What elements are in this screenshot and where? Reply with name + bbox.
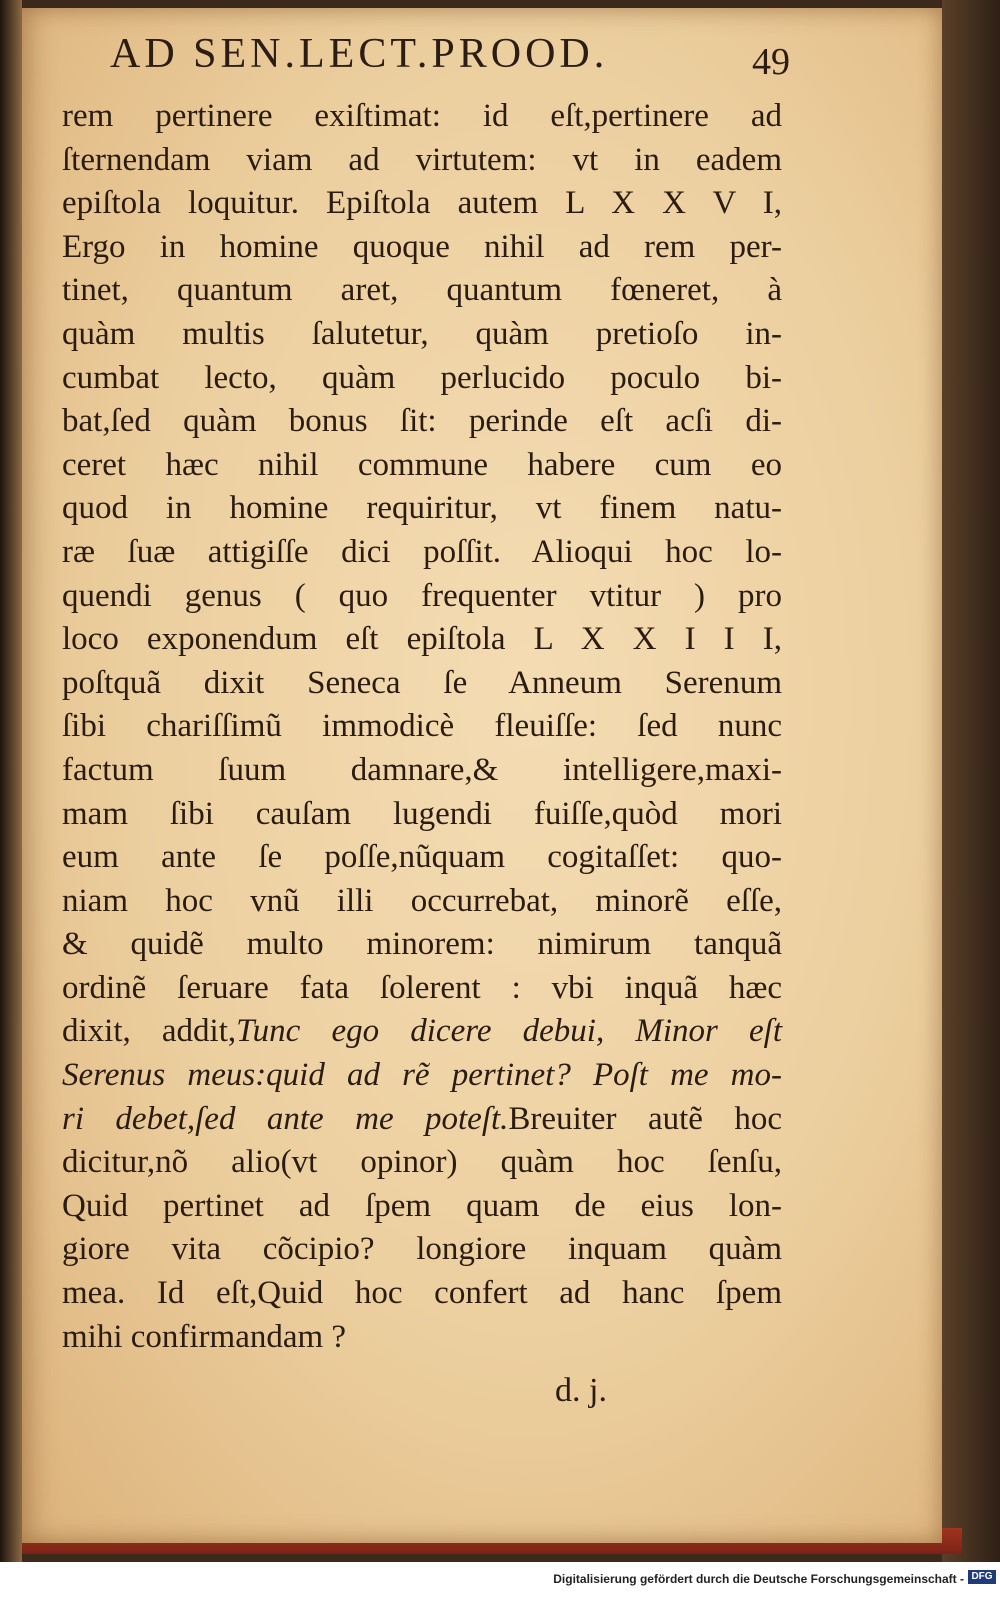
text-line-main: ſternendam viam ad virtutem: vt in eadem [62, 141, 782, 178]
text-line [62, 793, 782, 837]
text-line-main: giore vita cõcipio? longiore inquam quàm [62, 1231, 782, 1268]
body-text [62, 95, 782, 1359]
text-line-main: mam ſibi cauſam lugendi fuiſſe,quòd mori [62, 795, 782, 832]
text-line [62, 1141, 782, 1185]
text-line [62, 749, 782, 793]
text-line [62, 705, 782, 749]
text-line-main: Ergo in homine quoque nihil ad rem per- [62, 228, 782, 265]
book-binding [0, 0, 22, 1562]
text-line-main: quod in homine requiritur, vt finem natu- [62, 490, 782, 527]
text-line [62, 1272, 782, 1316]
text-line-main: dicitur,nõ alio(vt opinor) quàm hoc ſenſu, [62, 1144, 782, 1181]
text-line [62, 1010, 782, 1054]
scan-margin [942, 0, 1000, 1562]
dfg-logo: DFG [968, 1570, 996, 1584]
text-line-italic-tail: Tunc ego dicere debui, Minor eſt [236, 1013, 782, 1050]
text-line-main: ſibi chariſſimũ immodicè fleuiſſe: ſed nunc [62, 708, 782, 745]
text-line-main: cumbat lecto, quàm perlucido poculo bi- [62, 359, 782, 396]
text-line-roman-tail: Breuiter autẽ hoc [508, 1100, 782, 1137]
text-line [62, 1228, 782, 1272]
text-line-main: eum ante ſe poſſe,nũquam cogitaſſet: quo- [62, 839, 782, 876]
text-line [62, 226, 782, 270]
text-line-main: quendi genus ( quo frequenter vtitur ) pro [62, 577, 782, 614]
text-line [62, 662, 782, 706]
text-line-main: poſtquã dixit Seneca ſe Anneum Serenum [62, 664, 782, 701]
text-line [62, 1316, 782, 1360]
text-line [62, 313, 782, 357]
text-line [62, 1054, 782, 1098]
text-line-main: & quidẽ multo minorem: nimirum tanquã [62, 926, 782, 963]
text-line [62, 95, 782, 139]
text-line-main: epiſtola loquitur. Epiſtola autem L X X V I, [62, 185, 782, 222]
text-line-main: mihi confirmandam ? [62, 1318, 347, 1355]
text-line-main: quàm multis ſalutetur, quàm pretioſo in- [62, 315, 782, 352]
text-line [62, 531, 782, 575]
text-line-main: Quid pertinet ad ſpem quam de eius lon- [62, 1187, 782, 1224]
text-line-main: ri debet,ſed ante me poteſt. [62, 1100, 509, 1137]
text-line-main: niam hoc vnũ illi occurrebat, minorẽ eſſe, [62, 882, 782, 919]
text-line [62, 880, 782, 924]
text-line [62, 967, 782, 1011]
text-line [62, 182, 782, 226]
text-line-main: ordinẽ ſeruare fata ſolerent : vbi inquã hæc [62, 969, 782, 1006]
text-line [62, 139, 782, 183]
text-line-main: factum ſuum damnare,& intelligere,maxi- [62, 751, 782, 788]
text-line-main: ceret hæc nihil commune habere cum eo [62, 446, 782, 483]
page-number: 49 [752, 41, 790, 83]
text-line-main: mea. Id eſt,Quid hoc confert ad hanc ſpem [62, 1275, 782, 1312]
text-line [62, 400, 782, 444]
signature-mark: d. j. [555, 1372, 607, 1409]
text-line [62, 444, 782, 488]
page-header [110, 30, 790, 90]
text-line [62, 618, 782, 662]
text-line [62, 487, 782, 531]
text-line [62, 1098, 782, 1142]
text-line [62, 836, 782, 880]
text-line [62, 269, 782, 313]
text-line-main: bat,ſed quàm bonus ſit: perinde eſt acſi di- [62, 403, 782, 440]
text-line-main: rem pertinere exiſtimat: id eſt,pertinere ad [62, 98, 782, 134]
text-line-main: dixit, addit, [62, 1013, 237, 1050]
text-line-main: tinet, quantum aret, quantum fœneret, à [62, 272, 782, 309]
text-line [62, 357, 782, 401]
text-line-main: loco exponendum eſt epiſtola L X X I I I, [62, 621, 782, 658]
text-line-main: Serenus meus:quid ad rẽ pertinet? Poſt me mo- [62, 1057, 782, 1094]
footer [0, 1562, 1000, 1599]
footer-credit: Digitalisierung gefördert durch die Deutsche Forschungsgemeinschaft - [553, 1572, 964, 1586]
running-head: AD SEN.LECT.PROOD. [110, 31, 609, 77]
text-line-main: ræ ſuæ attigiſſe dici poſſit. Alioqui hoc lo- [62, 533, 782, 570]
text-line [62, 575, 782, 619]
text-line [62, 923, 782, 967]
text-line [62, 1185, 782, 1229]
